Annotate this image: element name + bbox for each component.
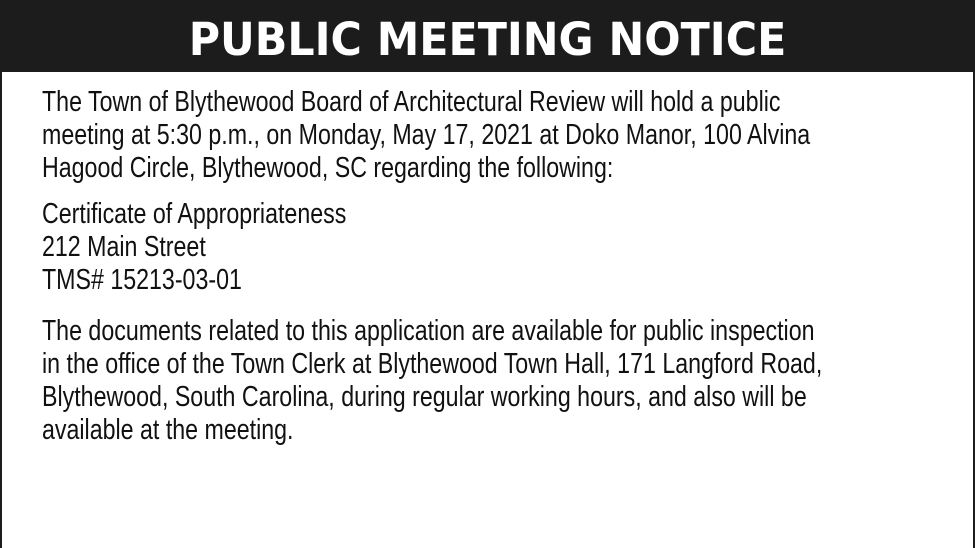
paragraph-spacer bbox=[42, 185, 972, 198]
paragraph-spacer bbox=[42, 297, 972, 315]
paragraph-line: available at the meeting. bbox=[42, 414, 294, 446]
application-address: 212 Main Street bbox=[42, 231, 206, 263]
documents-availability-paragraph bbox=[42, 315, 972, 447]
application-tms-number: TMS# 15213-03-01 bbox=[42, 264, 242, 296]
paragraph-line: The documents related to this application are available for public inspection bbox=[42, 315, 815, 347]
paragraph-line: Hagood Circle, Blythewood, SC regarding the following: bbox=[42, 152, 614, 184]
notice-title: PUBLIC MEETING NOTICE bbox=[188, 12, 787, 66]
paragraph-line: meeting at 5:30 p.m., on Monday, May 17, 2021 at Doko Manor, 100 Alvina bbox=[42, 119, 811, 151]
paragraph-line: The Town of Blythewood Board of Architectural Review will hold a public bbox=[42, 86, 781, 118]
notice-body bbox=[42, 86, 972, 447]
paragraph-line: Blythewood, South Carolina, during regular working hours, and also will be bbox=[42, 381, 807, 413]
notice-header bbox=[0, 0, 975, 72]
meeting-announcement-paragraph bbox=[42, 86, 972, 185]
paragraph-line: in the office of the Town Clerk at Blythewood Town Hall, 171 Langford Road, bbox=[42, 348, 823, 380]
application-type: Certificate of Appropriateness bbox=[42, 198, 347, 230]
application-details bbox=[42, 198, 972, 297]
